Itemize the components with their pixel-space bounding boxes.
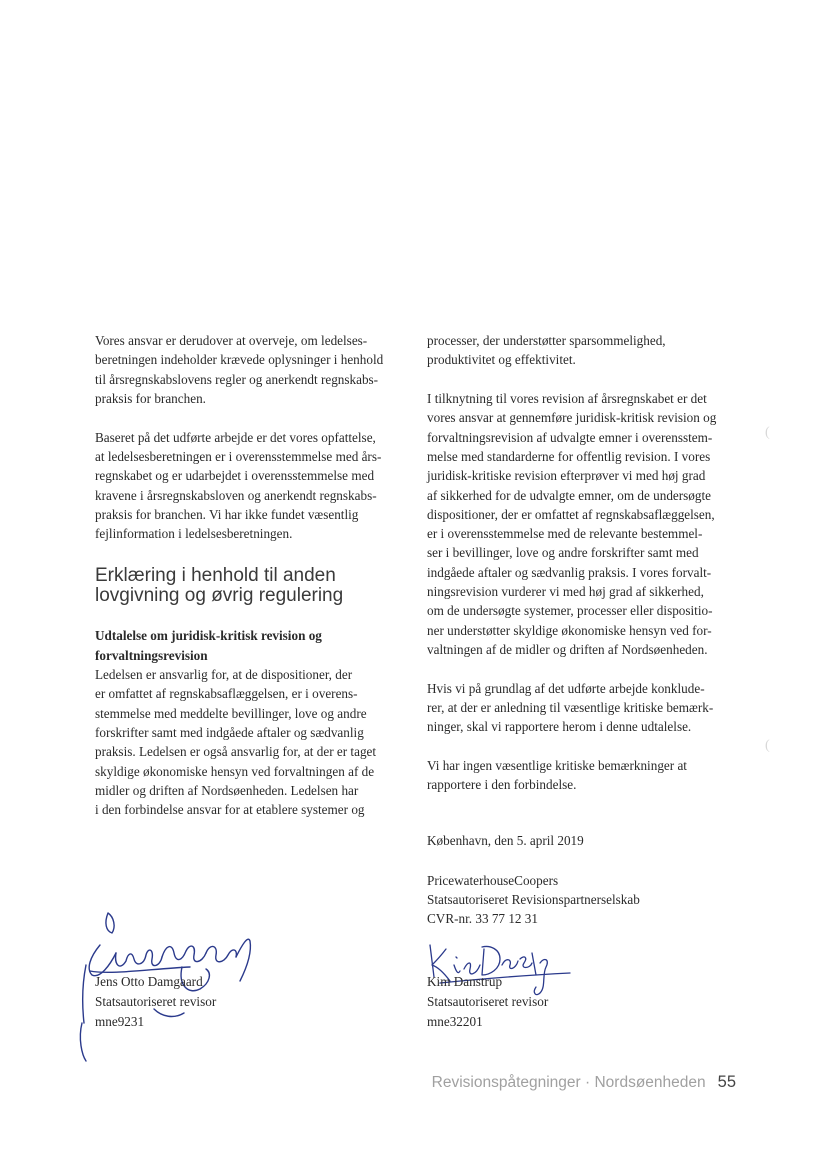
paragraph-revisors-ansvar: I tilknytning til vores revision af årsregnskabet er det vores ansvar at gennemføre juridisk-kritisk revision og forvaltningsrevision af udvalgte emner i overensstem- melse med standarderne for offentlig revision. I vores juridisk-kritiske revision efterprøver vi med høj grad af sikkerhed for de udvalgte emner, om de undersøgte dispositioner, der er omfattet af regnskabsaflæggelsen, er i overensstemmelse med de relevante bestemmel- ser i bevillinger, love og andre forskrifter samt med indgåede aftaler og sædvanlig praksis. I vores forvalt- ningsrevision vurderer vi med høj grad af sikkerhed, om de undersøgte systemer, processer eller dispositio- ner understøtter skyldige økonomiske hensyn ved for- valtningen af de midler og driften af Nordsøenheden. (427, 391, 717, 657)
signatory-id: mne32201 (427, 1014, 483, 1029)
page-footer (432, 1073, 736, 1092)
firm-type: Statsautoriseret Revisionspartnerselskab (427, 892, 640, 907)
signatory-name: Kim Danstrup (427, 974, 503, 989)
footer-title: Revisionspåtegninger · Nordsøenheden (431, 1074, 706, 1091)
firm-block (427, 871, 640, 928)
subheading: Udtalelse om juridisk-kritisk revision og forvaltningsrevision (95, 628, 322, 663)
scan-mark-icon: ( (765, 738, 770, 753)
paragraph-konklusion: Vi har ingen væsentlige kritiske bemærkninger at rapportere i den forbindelse. (427, 758, 687, 793)
signatory-title: Statsautoriseret revisor (95, 994, 217, 1009)
scan-mark-icon: ( (765, 425, 770, 440)
signatory-left (95, 972, 216, 1032)
paragraph-processer: processer, der understøtter sparsommelighed, produktivitet og effektivitet. (427, 333, 666, 368)
paragraph-ledelsesberetning-ansvar: Vores ansvar er derudover at overveje, om ledelses- beretningen indeholder krævede oplysninger i henhold til årsregnskabslovens regler og anerkendt regnskabs- praksis for branchen. (95, 333, 384, 406)
paragraph-rapportering: Hvis vi på grundlag af det udførte arbejde konklude- rer, at der er anledning til væsentlige kritiske bemærk- ninger, skal vi rapportere herom i denne udtalelse. (427, 680, 714, 735)
signatory-id: mne9231 (95, 1014, 145, 1029)
firm-cvr: CVR-nr. 33 77 12 31 (427, 911, 538, 926)
page-number: 55 (717, 1073, 736, 1091)
left-column (95, 331, 405, 819)
signatory-right (427, 972, 548, 1032)
section-heading: Erklæring i henhold til anden lovgivning og øvrig regulering (95, 565, 344, 607)
firm-name: PricewaterhouseCoopers (427, 873, 559, 888)
signatory-name: Jens Otto Damgaard (95, 974, 203, 989)
right-column (427, 331, 747, 814)
paragraph-ledelsesberetning-konklusion: Baseret på det udførte arbejde er det vores opfattelse, at ledelsesberetningen er i overensstemmelse med års- regnskabet og er udarbejdet i overensstemmelse med kravene i årsregnskabsloven og anerkendt regnskabs- praksis for branchen. Vi har ikke fundet væsentlig fejlinformation i ledelsesberetningen. (95, 429, 382, 542)
signatory-title: Statsautoriseret revisor (427, 994, 549, 1009)
place-and-date: København, den 5. april 2019 (427, 833, 584, 848)
paragraph-ledelsens-ansvar: Ledelsen er ansvarlig for, at de dispositioner, der er omfattet af regnskabsaflæggelsen, er i overens- stemmelse med meddelte bevillinger, love og andre forskrifter samt med indgåede aftaler og sædvanlig praksis. Ledelsen er også ansvarlig for, at der er taget skyldige økonomiske hensyn ved forvaltningen af de midler og driften af Nordsøenheden. Ledelsen har i den forbindelse ansvar for at etablere systemer og (95, 667, 377, 818)
